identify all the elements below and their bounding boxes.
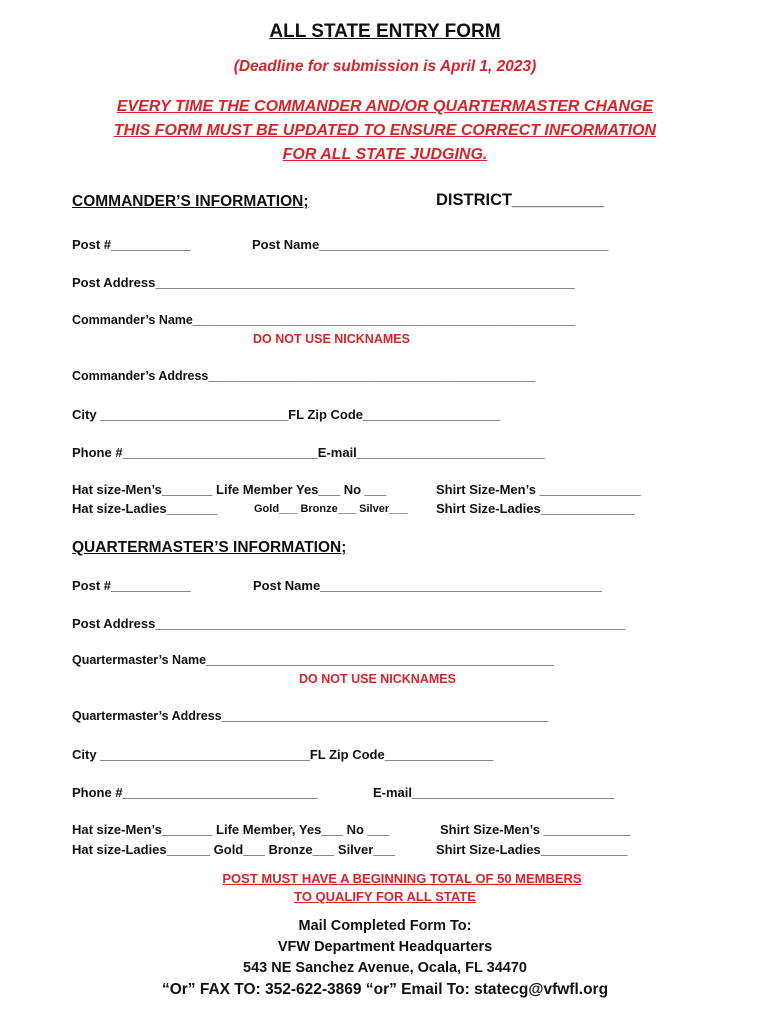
quartermaster-nickname-note: DO NOT USE NICKNAMES [299, 672, 456, 686]
commander-post-address-field[interactable]: Post Address__________________________________________________________ [72, 275, 575, 290]
quartermaster-phone-field[interactable]: Phone #___________________________ [72, 785, 318, 800]
commander-name-field[interactable]: Commander’s Name_______________________________________________________ [72, 313, 576, 327]
quartermaster-post-address-field[interactable]: Post Address_________________________________________________________________ [72, 616, 626, 631]
commander-metal-options[interactable]: Gold___ Bronze___ Silver___ [254, 503, 408, 515]
quartermaster-email-field[interactable]: E-mail____________________________ [373, 785, 615, 800]
quartermaster-hat-ladies-metal-field[interactable]: Hat size-Ladies______ Gold___ Bronze___ Silver___ [72, 842, 396, 857]
form-title: ALL STATE ENTRY FORM [269, 21, 501, 42]
commander-shirt-ladies-field[interactable]: Shirt Size-Ladies_____________ [436, 501, 635, 516]
update-notice-line3: FOR ALL STATE JUDGING. [282, 146, 488, 163]
commander-heading: COMMANDER’S INFORMATION; [72, 193, 309, 210]
commander-shirt-mens-field[interactable]: Shirt Size-Men’s ______________ [436, 482, 641, 497]
commander-nickname-note: DO NOT USE NICKNAMES [253, 332, 410, 346]
headquarters-address: 543 NE Sanchez Avenue, Ocala, FL 34470 [243, 960, 527, 976]
membership-requirement-line2: TO QUALIFY FOR ALL STATE [294, 889, 476, 904]
mail-instructions: Mail Completed Form To: [298, 918, 472, 934]
quartermaster-city-zip-field[interactable]: City _____________________________FL Zip Code_______________ [72, 747, 494, 762]
commander-post-number-field[interactable]: Post #___________ [72, 237, 191, 252]
commander-hat-ladies-field[interactable]: Hat size-Ladies_______ [72, 501, 218, 516]
quartermaster-name-field[interactable]: Quartermaster’s Name__________________________________________________ [72, 653, 554, 667]
fax-email-contact: “Or” FAX TO: 352-622-3869 “or” Email To: statecg@vfwfl.org [161, 981, 609, 998]
quartermaster-post-name-field[interactable]: Post Name_______________________________________ [253, 578, 603, 593]
deadline-note: (Deadline for submission is April 1, 2023) [233, 58, 537, 75]
commander-city-zip-field[interactable]: City __________________________FL Zip Code___________________ [72, 407, 501, 422]
commander-address-field[interactable]: Commander’s Address_______________________________________________ [72, 369, 536, 383]
commander-post-name-field[interactable]: Post Name________________________________________ [252, 237, 609, 252]
update-notice-line1: EVERY TIME THE COMMANDER AND/OR QUARTERMASTER CHANGE [116, 98, 654, 115]
quartermaster-hat-mens-life-member-field[interactable]: Hat size-Men’s_______ Life Member, Yes___ No ___ [72, 822, 390, 837]
quartermaster-shirt-mens-field[interactable]: Shirt Size-Men’s ____________ [440, 822, 631, 837]
commander-hat-mens-life-member-field[interactable]: Hat size-Men’s_______ Life Member Yes___ No ___ [72, 482, 387, 497]
commander-district-field[interactable]: DISTRICT__________ [436, 191, 604, 209]
quartermaster-shirt-ladies-field[interactable]: Shirt Size-Ladies____________ [436, 842, 628, 857]
update-notice-line2: THIS FORM MUST BE UPDATED TO ENSURE CORRECT INFORMATION [113, 122, 657, 139]
quartermaster-post-number-field[interactable]: Post #___________ [72, 578, 191, 593]
quartermaster-address-field[interactable]: Quartermaster’s Address_______________________________________________ [72, 709, 549, 723]
headquarters-name: VFW Department Headquarters [277, 939, 493, 955]
commander-phone-email-field[interactable]: Phone #___________________________E-mail__________________________ [72, 445, 545, 460]
quartermaster-heading: QUARTERMASTER’S INFORMATION; [72, 539, 347, 556]
membership-requirement-line1: POST MUST HAVE A BEGINNING TOTAL OF 50 MEMBERS [222, 871, 582, 886]
